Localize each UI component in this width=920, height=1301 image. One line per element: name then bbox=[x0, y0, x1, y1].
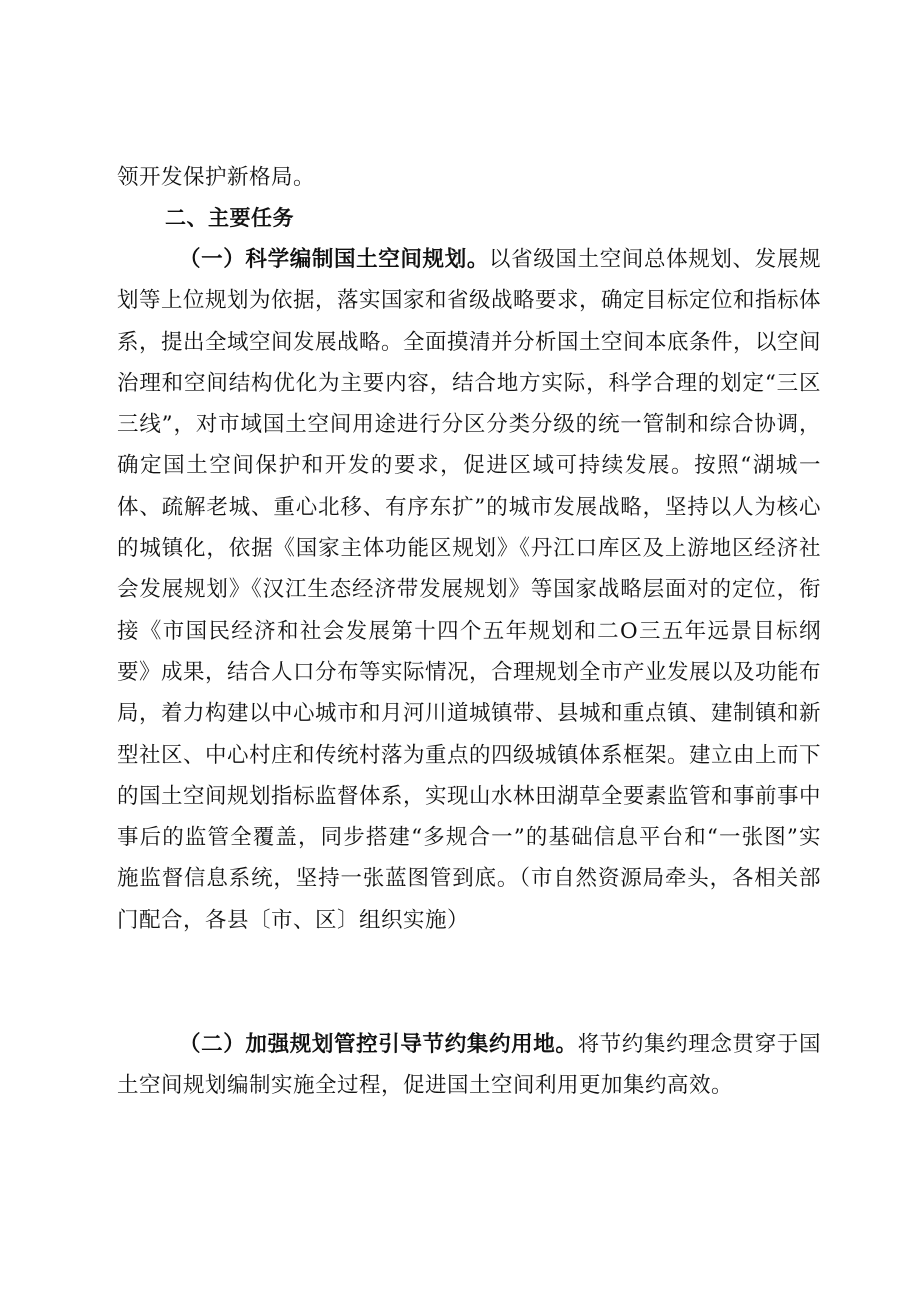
paragraph-1-body: 以省级国土空间总体规划、发展规划等上位规划为依据，落实国家和省级战略要求，确定目标定位和指标体系，提出全域空间发展战略。全面摸清并分析国土空间本底条件，以空间治理和空间结构优化为主要内容，结合地方实际，科学合理的划定“三区三线”，对市域国土空间用途进行分区分类分级的统一管制和综合协调，确定国土空间保护和开发的要求，促进区域可持续发展。按照“湖城一体、疏解老城、重心北移、有序东扩”的城市发展战略，坚持以人为核心的城镇化，依据《国家主体功能区规划》《丹江口库区及上游地区经济社会发展规划》《汉江生态经济带发展规划》等国家战略层面对的定位，衔接《市国民经济和社会发展第十四个五年规划和二O三五年远景目标纲要》成果，结合人口分布等实际情况，合理规划全市产业发展以及功能布局，着力构建以中心城市和月河川道城镇带、县城和重点镇、建制镇和新型社区、中心村庄和传统村落为重点的四级城镇体系框架。建立由上而下的国土空间规划指标监督体系，实现山水林田湖草全要素监管和事前事中事后的监管全覆盖，同步搭建“多规合一”的基础信息平台和“一张图”实施监督信息系统，坚持一张蓝图管到底。（市自然资源局牵头，各相关部门配合，各县〔市、区〕组织实施） bbox=[117, 247, 822, 933]
paragraph-2-body: 将节约集约理念贯穿于国土空间规划编制实施全过程，促进国土空间利用更加集约高效。 bbox=[117, 1032, 821, 1099]
paragraph-1 bbox=[117, 239, 821, 941]
paragraph-1-lead: （一）科学编制国土空间规划。 bbox=[179, 247, 489, 272]
paragraph-2-lead: （二）加强规划管控引导节约集约用地。 bbox=[179, 1032, 578, 1057]
continuation-text: 领开发保护新格局。 bbox=[117, 165, 316, 190]
section-heading: 二、主要任务 bbox=[165, 206, 294, 230]
paragraph-2 bbox=[117, 1024, 821, 1107]
